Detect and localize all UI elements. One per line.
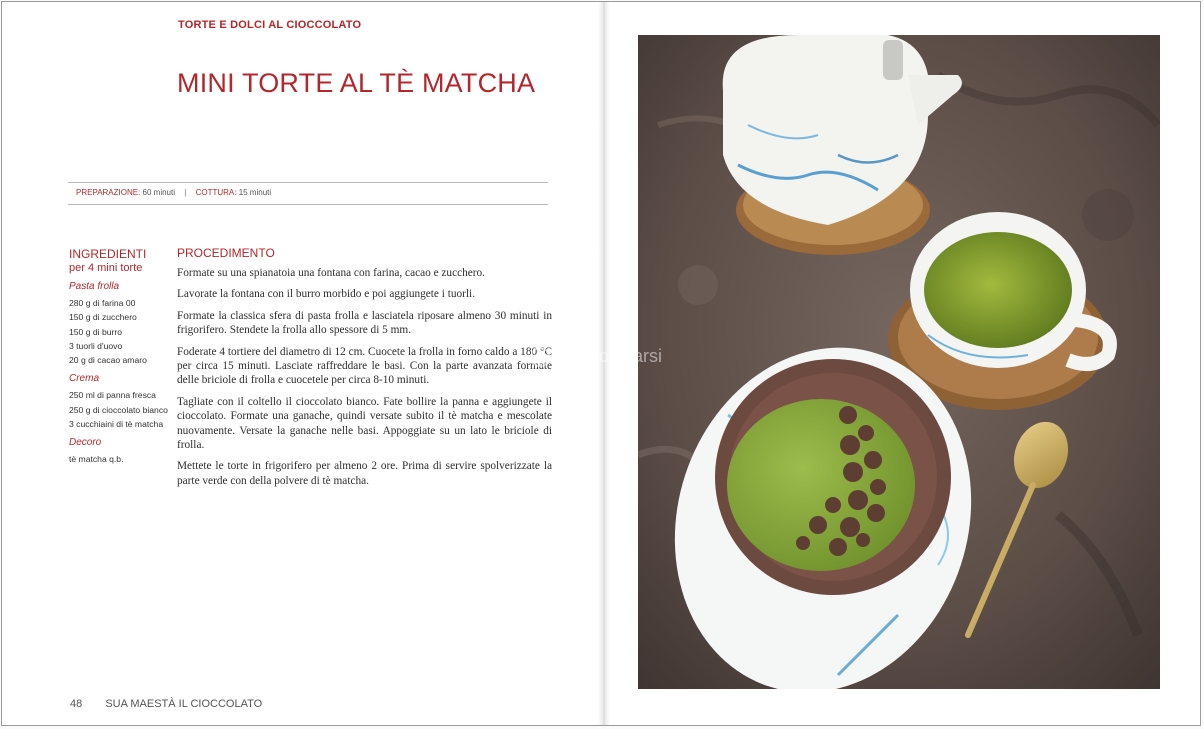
- page-number: 48: [70, 698, 83, 710]
- ingredient-item: 250 g di cioccolato bianco: [69, 404, 168, 415]
- procedure-step: Formate la classica sfera di pasta frolla e lasciatela riposare almeno 30 minuti in frigorifero. Stendete la frolla allo spessore di 5 mm.: [177, 309, 552, 337]
- ingredient-group-title: Crema: [69, 373, 100, 385]
- procedure-step: Formate su una spianatoia una fontana con farina, cacao e zucchero.: [177, 267, 486, 279]
- watermark-text: macrolibrarsi: [559, 346, 663, 366]
- procedure-heading: PROCEDIMENTO: [177, 246, 275, 260]
- procedure-step: Lavorate la fontana con il burro morbido e poi aggiungete i tuorli.: [177, 288, 476, 301]
- ingredient-item: 150 g di burro: [69, 326, 123, 337]
- ingredients-servings: per 4 mini torte: [69, 262, 143, 274]
- prep-label: PREPARAZIONE:: [76, 188, 141, 197]
- meta-separator: |: [184, 188, 187, 197]
- prep-value: 60 minuti: [142, 188, 176, 197]
- ingredient-item: tè matcha q.b.: [69, 454, 124, 465]
- ingredient-item: 150 g di zucchero: [69, 312, 137, 323]
- ingredient-item: 20 g di cacao amaro: [69, 355, 147, 366]
- cook-value: 15 minuti: [238, 188, 272, 197]
- procedure-step: Tagliate con il coltello il cioccolato bianco. Fate bollire la panna e aggiungete il cioccolato. Formate una ganache, quindi versate subito il tè matcha e mescolate nuovamente. Versate la ganache nelle basi. Appoggiate su un lato le briciole di frolla.: [177, 395, 552, 452]
- cook-label: COTTURA:: [195, 188, 237, 197]
- ingredient-group-title: Decoro: [69, 437, 102, 449]
- ingredient-item: 3 cucchiaini di tè matcha: [69, 419, 164, 430]
- procedure-step: Mettete le torte in frigorifero per almeno 2 ore. Prima di servire spolverizzate la parte verde con della polvere di tè matcha.: [177, 460, 552, 487]
- ingredient-item: 280 g di farina 00: [69, 298, 136, 308]
- scan-border: [1, 1, 1201, 726]
- running-footer-title: SUA MAESTÀ IL CIOCCOLATO: [105, 698, 263, 710]
- section-heading: TORTE E DOLCI AL CIOCCOLATO: [178, 19, 362, 31]
- procedure-step: Foderate 4 tortiere del diametro di 12 cm. Cuocete la frolla in forno caldo a 180 °C per circa 15 minuti. Lasciate raffreddare le basi. Con la parte avanzata formate delle briciole di frolla e cuocetele per circa 8-10 minuti.: [177, 345, 552, 387]
- ingredient-item: 250 ml di panna fresca: [69, 390, 156, 401]
- ingredient-item: 3 tuorli d'uovo: [69, 340, 123, 351]
- ingredient-group-title: Pasta frolla: [69, 281, 120, 292]
- recipe-title: MINI TORTE AL TÈ MATCHA: [177, 68, 536, 98]
- ingredients-heading: INGREDIENTI: [69, 247, 147, 261]
